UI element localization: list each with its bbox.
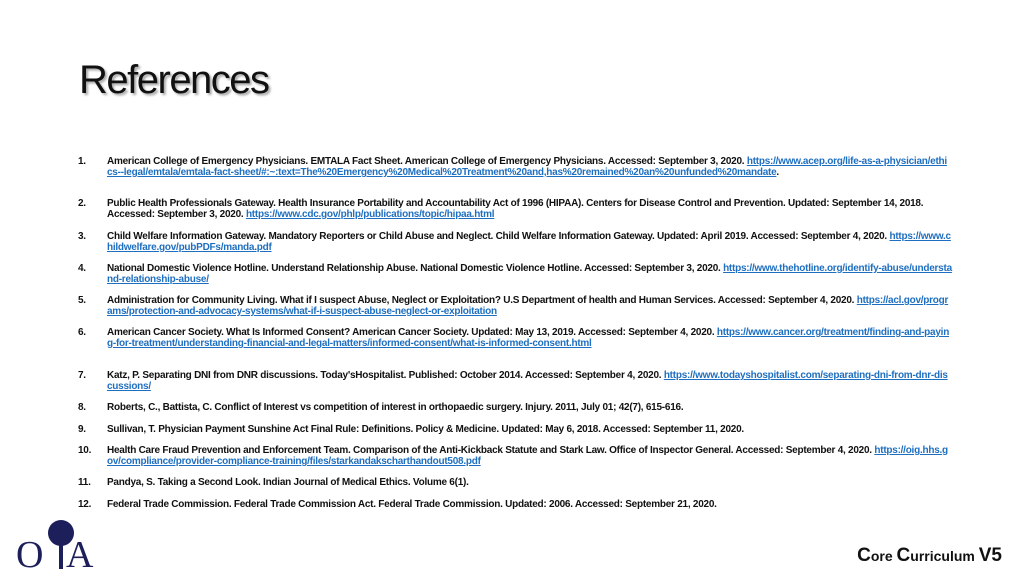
reference-number: 9. <box>78 424 86 435</box>
reference-body <box>107 370 952 392</box>
reference-link[interactable]: https://www.cdc.gov/phlp/publications/topic/hipaa.html <box>245 209 495 220</box>
page-title: References <box>79 58 269 102</box>
reference-text: Roberts, C., Battista, C. Conflict of Interest vs competition of interest in orthopaedic surgery. Injury. 2011, July 01; 42(7), 615-616. <box>107 402 684 413</box>
reference-body <box>107 231 952 253</box>
reference-body <box>107 402 952 413</box>
reference-body <box>107 424 952 435</box>
reference-body <box>107 477 952 488</box>
reference-item <box>78 198 958 220</box>
reference-link[interactable]: https://www.childwelfare.gov/pubPDFs/manda.pdf <box>107 231 951 253</box>
reference-body <box>107 198 952 220</box>
reference-text: Sullivan, T. Physician Payment Sunshine Act Final Rule: Definitions. Policy & Medicine. Updated: May 6, 2018. Accessed: September 11, 2020. <box>107 424 744 435</box>
reference-body <box>107 295 952 317</box>
reference-item <box>78 424 958 435</box>
reference-text: American Cancer Society. What Is Informed Consent? American Cancer Society. Updated: May 13, 2019. Accessed: September 4, 2020. <box>107 327 717 338</box>
reference-link[interactable]: https://www.thehotline.org/identify-abuse/understand-relationship-abuse/ <box>107 263 952 285</box>
footer-text: urriculum <box>910 548 979 564</box>
logo-letter-a: A <box>66 534 94 571</box>
footer-text: ore <box>870 548 897 564</box>
reference-item <box>78 499 958 510</box>
reference-number: 8. <box>78 402 86 413</box>
footer-text: C <box>896 545 911 566</box>
reference-item <box>78 231 958 253</box>
reference-number: 12. <box>78 499 92 510</box>
reference-link[interactable]: https://www.cancer.org/treatment/finding-and-paying-for-treatment/understanding-financial-and-legal-matters/informed-consent/what-is-informed-consent.html <box>107 327 950 349</box>
reference-text: Health Care Fraud Prevention and Enforcement Team. Comparison of the Anti-Kickback Statute and Stark Law. Office of Inspector General. Accessed: September 4, 2020. <box>107 445 875 456</box>
reference-number: 3. <box>78 231 86 242</box>
reference-item <box>78 402 958 413</box>
reference-text: Katz, P. Separating DNI from DNR discussions. Today'sHospitalist. Published: October 2014. Accessed: September 4, 2020. <box>107 370 664 381</box>
reference-body <box>107 263 952 285</box>
reference-text: American College of Emergency Physicians. EMTALA Fact Sheet. American College of Emergency Physicians. Accessed: September 3, 2020. <box>107 156 747 167</box>
reference-text: Administration for Community Living. What if I suspect Abuse, Neglect or Exploitation? U.S Department of health and Human Services. Accessed: September 4, 2020. <box>107 295 857 306</box>
reference-number: 6. <box>78 327 86 338</box>
reference-link[interactable]: https://www.todayshospitalist.com/separating-dni-from-dnr-discussions/ <box>107 370 948 392</box>
reference-body <box>107 445 952 467</box>
reference-suffix: . <box>776 167 779 178</box>
reference-link[interactable]: https://acl.gov/programs/protection-and-advocacy-systems/what-if-i-suspect-abuse-neglect-or-exploitation <box>107 295 949 317</box>
reference-text: Public Health Professionals Gateway. Health Insurance Portability and Accountability Act of 1996 (HIPAA). Centers for Disease Control and Prevention. Updated: September 14, 2018. Accessed: September 3, 2020. <box>107 198 924 220</box>
reference-text: Pandya, S. Taking a Second Look. Indian Journal of Medical Ethics. Volume 6(1). <box>107 477 469 488</box>
reference-body <box>107 156 952 178</box>
reference-text: Child Welfare Information Gateway. Mandatory Reporters or Child Abuse and Neglect. Child Welfare Information Gateway. Updated: April 2019. Accessed: September 4, 2020. <box>107 231 890 242</box>
reference-item <box>78 295 958 317</box>
footer-version: V5 <box>978 545 1002 566</box>
reference-item <box>78 263 958 285</box>
footer-brand <box>857 545 1002 567</box>
reference-item <box>78 327 958 349</box>
reference-number: 10. <box>78 445 92 456</box>
reference-text: Federal Trade Commission. Federal Trade Commission Act. Federal Trade Commission. Updated: 2006. Accessed: September 21, 2020. <box>107 499 717 510</box>
oia-logo <box>16 519 102 571</box>
tree-trunk <box>59 539 63 569</box>
reference-body <box>107 499 952 510</box>
reference-number: 5. <box>78 295 86 306</box>
footer-text: C <box>857 545 871 566</box>
reference-item <box>78 370 958 392</box>
reference-item <box>78 477 958 488</box>
reference-link[interactable]: https://www.acep.org/life-as-a-physician/ethics--legal/emtala/emtala-fact-sheet/#:~:text=The%20Emergency%20Medical%20Treatment%20and,has%20remained%20an%20unfunded%20mandate <box>107 156 947 178</box>
reference-item <box>78 156 958 178</box>
reference-number: 2. <box>78 198 86 209</box>
reference-text: National Domestic Violence Hotline. Understand Relationship Abuse. National Domestic Violence Hotline. Accessed: September 3, 2020. <box>107 263 724 274</box>
reference-link[interactable]: https://oig.hhs.gov/compliance/provider-compliance-training/files/starkandakscharthandout508.pdf <box>107 445 948 467</box>
reference-number: 11. <box>78 477 91 488</box>
reference-body <box>107 327 952 349</box>
logo-letter-o: O <box>16 534 44 571</box>
reference-number: 1. <box>78 156 86 167</box>
reference-item <box>78 445 958 467</box>
reference-number: 7. <box>78 370 86 381</box>
reference-number: 4. <box>78 263 86 274</box>
